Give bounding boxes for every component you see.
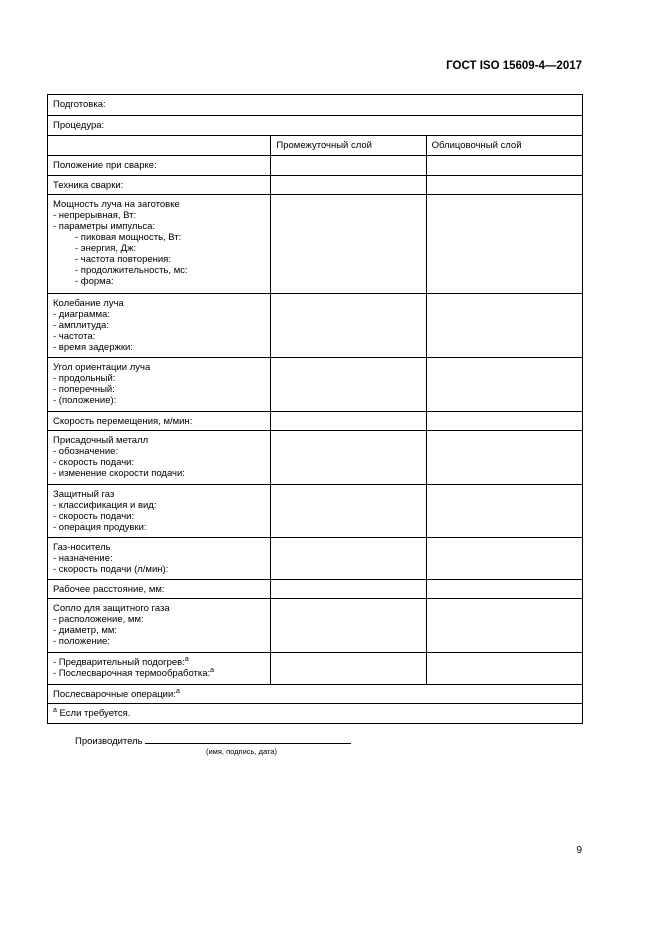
footnote-row	[48, 704, 583, 724]
value-cell[interactable]	[271, 294, 426, 358]
value-cell[interactable]	[426, 538, 582, 580]
preheat-label: - Предварительный подогрев:	[53, 657, 185, 668]
manufacturer-label: Производитель	[75, 736, 143, 747]
value-cell[interactable]	[426, 412, 582, 431]
parameter-cell-heat-treatment	[48, 653, 271, 685]
post-operations-label: Послесварочные операции:	[53, 689, 176, 700]
value-cell[interactable]	[426, 580, 582, 599]
parameter-cell-carrier-gas: Газ-носитель - назначение: - скорость подачи (л/мин):	[48, 538, 271, 580]
footnote-marker: a	[184, 656, 189, 663]
signature-blank[interactable]	[145, 733, 351, 744]
page-number: 9	[576, 845, 582, 856]
value-cell[interactable]	[271, 412, 426, 431]
preparation-row: Подготовка:	[48, 95, 583, 116]
value-cell[interactable]	[271, 580, 426, 599]
header-empty-cell	[48, 136, 271, 156]
standard-header: ГОСТ ISO 15609-4—2017	[446, 60, 582, 72]
footnote-text: Если требуется.	[59, 708, 131, 719]
value-cell[interactable]	[426, 176, 582, 195]
value-cell[interactable]	[271, 195, 426, 294]
parameter-cell-gas-nozzle: Сопло для защитного газа - расположение, мм: - диаметр, мм: - положение:	[48, 599, 271, 653]
value-cell[interactable]	[271, 431, 426, 485]
value-cell[interactable]	[271, 653, 426, 685]
value-cell[interactable]	[426, 653, 582, 685]
parameter-cell-filler-metal: Присадочный металл - обозначение: - скорость подачи: - изменение скорости подачи:	[48, 431, 271, 485]
post-operations-row	[48, 685, 583, 704]
value-cell[interactable]	[271, 485, 426, 538]
value-cell[interactable]	[426, 485, 582, 538]
value-cell[interactable]	[426, 156, 582, 176]
value-cell[interactable]	[426, 294, 582, 358]
parameter-cell-working-distance: Рабочее расстояние, мм:	[48, 580, 271, 599]
parameter-cell-beam-angle: Угол ориентации луча - продольный: - поперечный: - (положение):	[48, 358, 271, 412]
footnote-marker: a	[175, 688, 180, 695]
parameter-cell-travel-speed: Скорость перемещения, м/мин:	[48, 412, 271, 431]
footnote-marker: a	[53, 707, 57, 714]
parameter-cell-beam-oscillation: Колебание луча - диаграмма: - амплитуда: - частота: - время задержки:	[48, 294, 271, 358]
manufacturer-line	[75, 733, 351, 747]
value-cell[interactable]	[271, 176, 426, 195]
parameter-cell-shielding-gas: Защитный газ - классификация и вид: - скорость подачи: - операция продувки:	[48, 485, 271, 538]
footnote-marker: a	[210, 667, 215, 674]
column-header-intermediate: Промежуточный слой	[271, 136, 426, 156]
value-cell[interactable]	[426, 195, 582, 294]
value-cell[interactable]	[426, 431, 582, 485]
value-cell[interactable]	[271, 538, 426, 580]
procedure-row: Процедура:	[48, 116, 583, 136]
value-cell[interactable]	[426, 599, 582, 653]
welding-procedure-table	[47, 94, 583, 724]
value-cell[interactable]	[271, 358, 426, 412]
parameter-cell-position: Положение при сварке:	[48, 156, 271, 176]
signature-caption: (имя, подпись, дата)	[206, 747, 277, 756]
parameter-cell-beam-power: Мощность луча на заготовке - непрерывная, Вт: - параметры импульса: - пиковая мощность, Вт: - энергия, Дж: - частота повторения: - продолжительность, мс: - форма:	[48, 195, 271, 294]
parameter-cell-technique: Техника сварки:	[48, 176, 271, 195]
column-header-facing: Облицовочный слой	[426, 136, 582, 156]
value-cell[interactable]	[271, 156, 426, 176]
value-cell[interactable]	[271, 599, 426, 653]
postheat-label: - Послесварочная термообработка:	[53, 668, 211, 679]
value-cell[interactable]	[426, 358, 582, 412]
